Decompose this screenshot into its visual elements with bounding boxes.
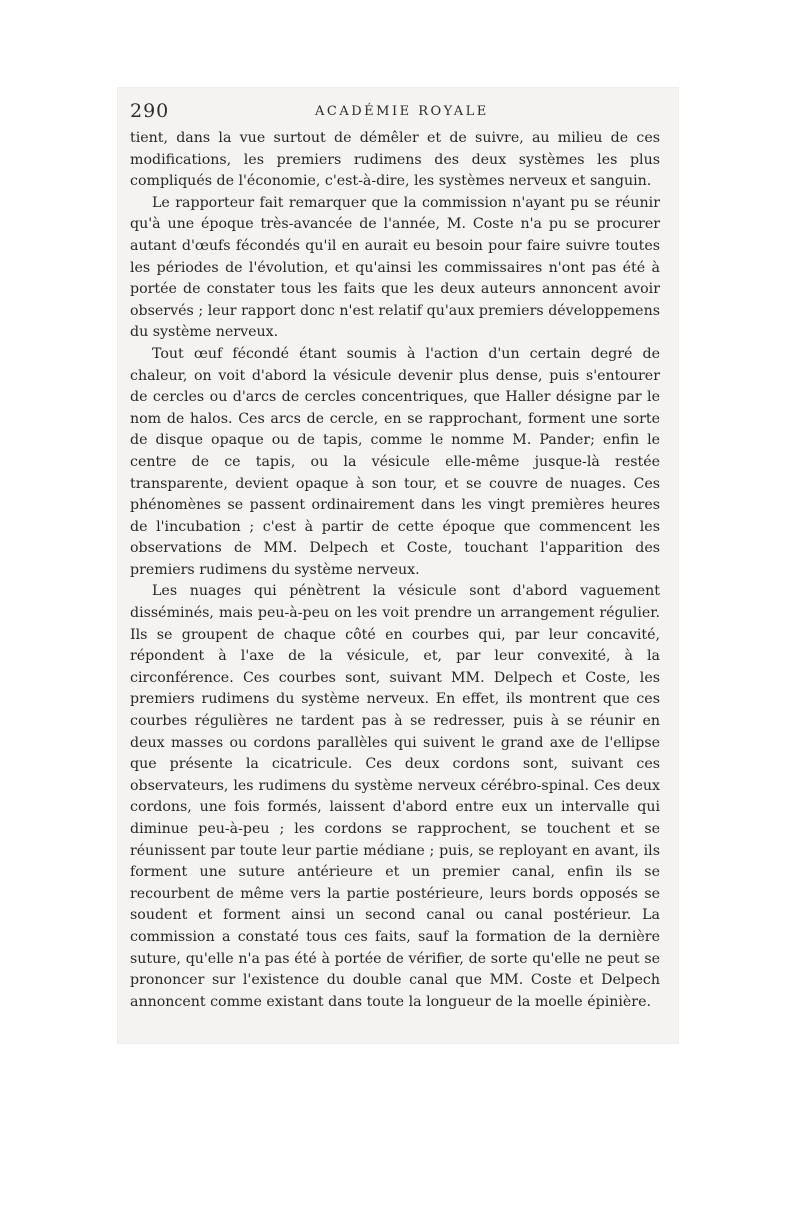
page-number: 290 [130,100,170,122]
page-header [130,100,670,126]
paragraph-1: tient, dans la vue surtout de démêler et de suivre, au milieu de ces modifications, les premiers rudimens des deux systèmes les plus compliqués de l'économie, c'est-à-dire, les systèmes nerveux et sanguin. [130,130,660,190]
paragraph-3: Tout œuf fécondé étant soumis à l'action d'un certain degré de chaleur, on voit d'abord la vésicule devenir plus dense, puis s'entourer de cercles ou d'arcs de cercles concentriques, que Haller désigne par le nom de halos. Ces arcs de cercle, en se rapprochant, forment une sorte de disque opaque ou de tapis, comme le nomme M. Pander; enfin le centre de ce tapis, ou la vésicule elle-même jusque-là restée transparente, devient opaque à son tour, et se couvre de nuages. Ces phénomènes se passent ordinairement dans les vingt premières heures de l'incubation ; c'est à partir de cette époque que commencent les observations de MM. Delpech et Coste, touchant l'apparition des premiers rudimens du système nerveux. [130,345,660,578]
paragraph-4: Les nuages qui pénètrent la vésicule sont d'abord vaguement disséminés, mais peu-à-peu on les voit prendre un arrangement régulier. Ils se groupent de chaque côté en courbes qui, par leur concavité, répondent à l'axe de la vésicule, et, par leur convexité, à la circonférence. Ces courbes sont, suivant MM. Delpech et Coste, les premiers rudimens du système nerveux. En effet, ils montrent que ces courbes régulières ne tardent pas à se redresser, puis à se réunir en deux masses ou cordons parallèles qui suivent le grand axe de l'ellipse que présente la cicatricule. Ces deux cordons sont, suivant ces observateurs, les rudimens du système nerveux cérébro-spinal. Ces deux cordons, une fois formés, laissent d'abord entre eux un intervalle qui diminue peu-à-peu ; les cordons se rapprochent, se touchent et se réunissent par toute leur partie médiane ; puis, se reployant en avant, ils forment une suture antérieure et un premier canal, enfin ils se recourbent de même vers la partie postérieure, leurs bords opposés se soudent et forment ainsi un second canal ou canal postérieur. La commission a constaté tous ces faits, sauf la formation de la dernière suture, qu'elle n'a pas été à portée de vérifier, de sorte qu'elle ne peut se prononcer sur l'existence du double canal que MM. Coste et Delpech annoncent comme existant dans toute la longueur de la moelle épinière. [130,583,660,1010]
running-head: ACADÉMIE ROYALE [315,104,489,119]
paragraph-2: Le rapporteur fait remarquer que la commission n'ayant pu se réunir qu'à une époque très-avancée de l'année, M. Coste n'a pu se procurer autant d'œufs fécondés qu'il en aurait eu besoin pour faire suivre toutes les périodes de l'évolution, et qu'ainsi les commissaires n'ont pas été à portée de constater tous les faits que les deux auteurs annoncent avoir observés ; leur rapport donc n'est relatif qu'aux premiers développemens du système nerveux. [130,194,660,341]
body-text [130,128,660,1013]
